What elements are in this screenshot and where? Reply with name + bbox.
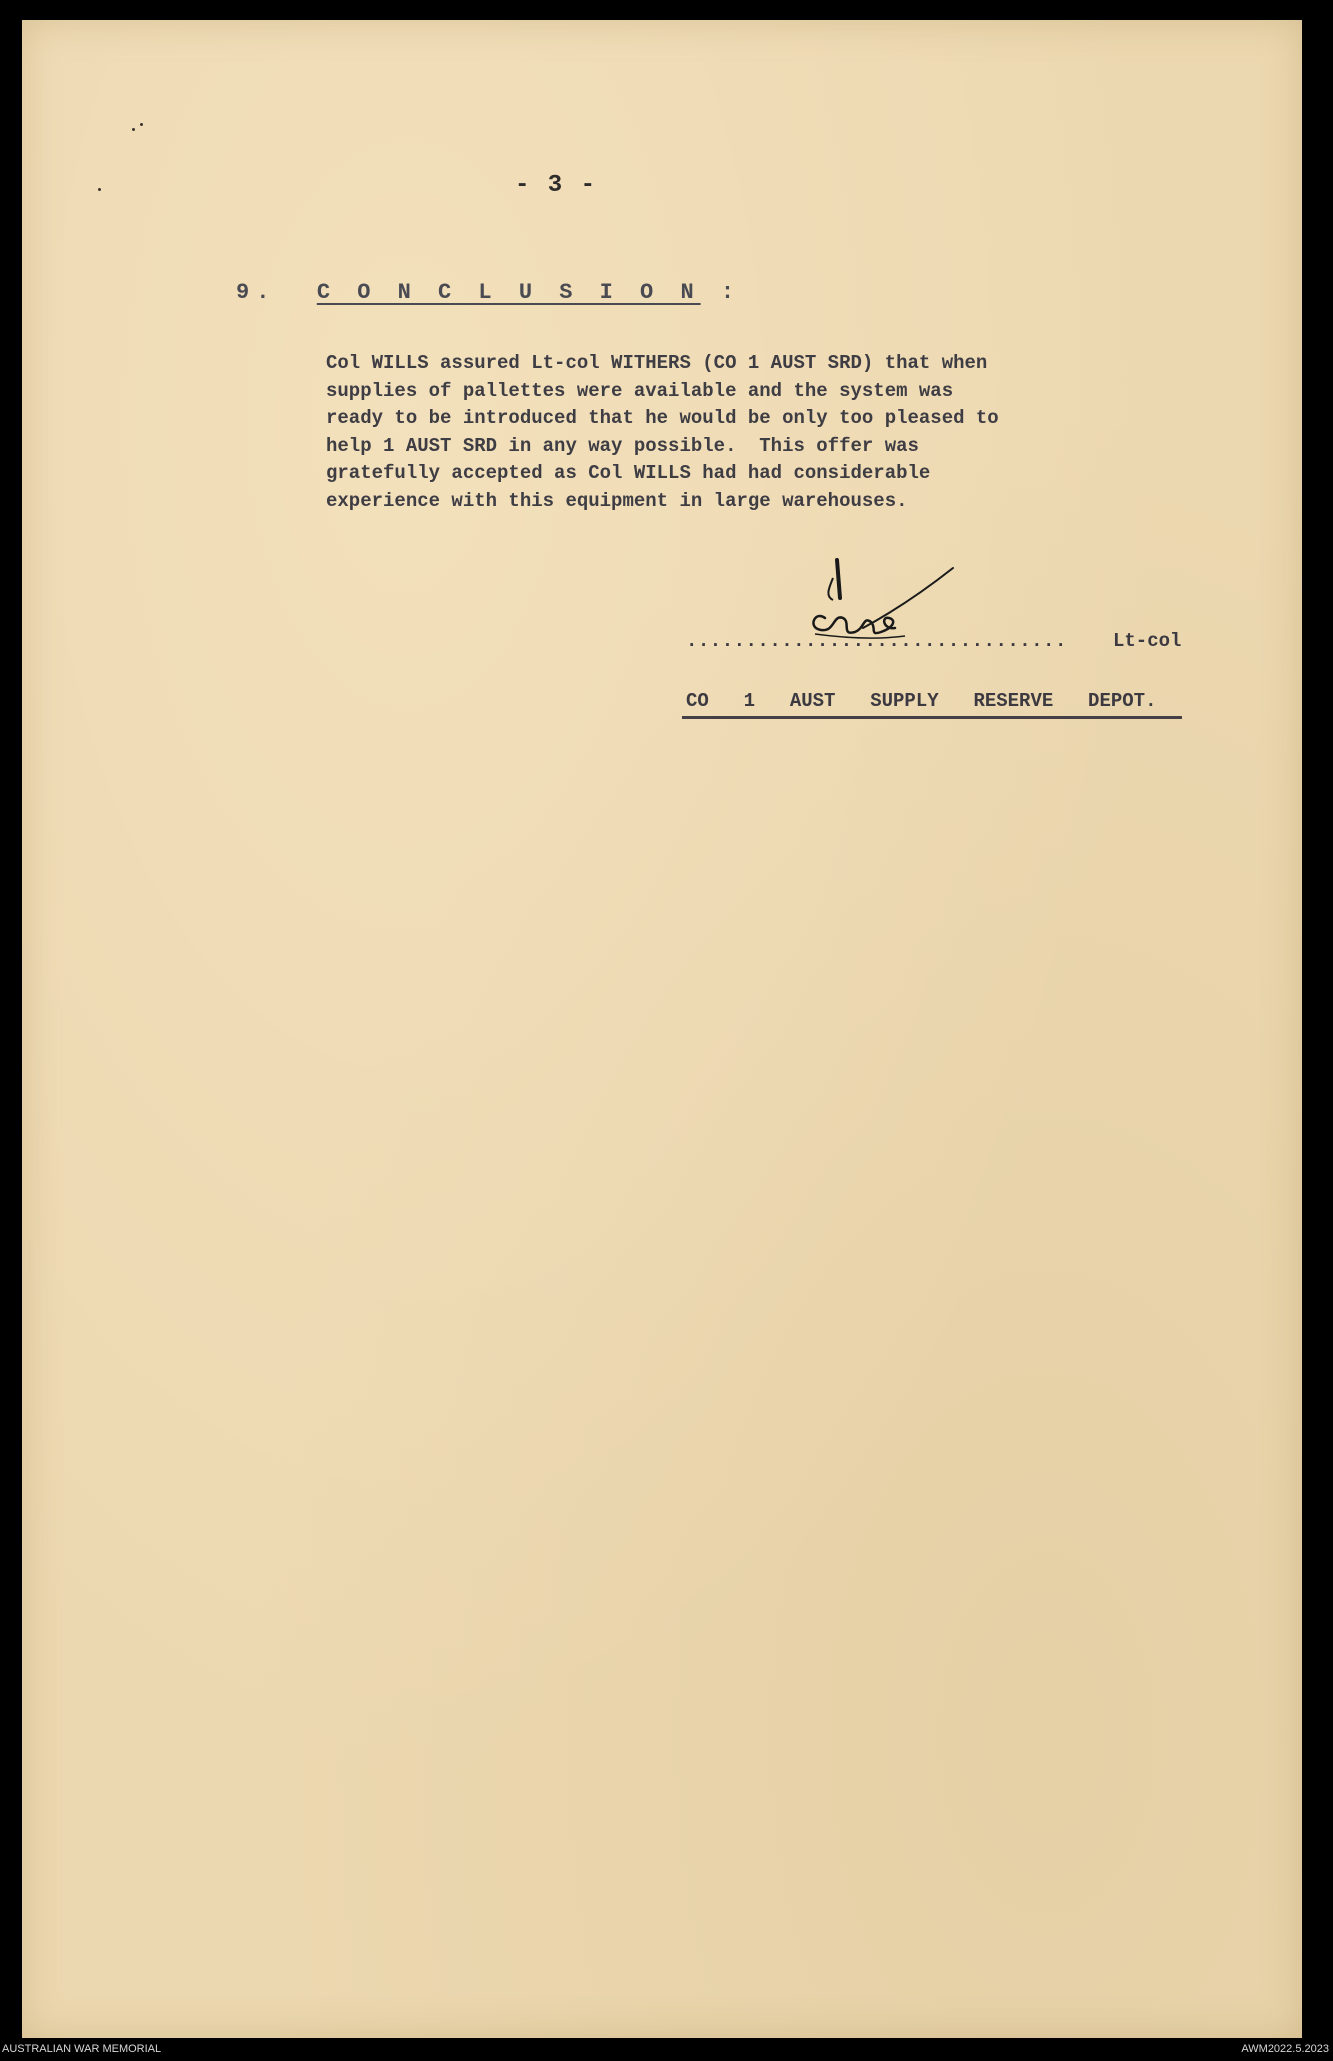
signature-rank: Lt-col <box>1113 630 1182 652</box>
conclusion-paragraph <box>326 350 999 515</box>
footer-reference: AWM2022.5.2023 <box>1241 2043 1329 2055</box>
section-heading <box>236 280 741 305</box>
body-line: supplies of pallettes were available and the system was <box>326 379 954 402</box>
page-number: - 3 - <box>515 172 598 199</box>
body-line: experience with this equipment in large warehouses. <box>326 489 908 512</box>
body-line: gratefully accepted as Col WILLS had had considerable <box>326 462 931 484</box>
paper-speck <box>132 128 135 131</box>
document-page <box>22 20 1302 2038</box>
body-line: Col WILLS assured Lt-col WITHERS (CO 1 AUST SRD) that when <box>326 352 988 374</box>
paper-speck <box>140 123 143 126</box>
body-line: ready to be introduced that he would be only too pleased to <box>326 407 999 429</box>
signatory-title: CO 1 AUST SUPPLY RESERVE DEPOT. <box>686 690 1157 712</box>
paper-speck <box>98 188 101 191</box>
signature-line: ................................ <box>686 630 1067 652</box>
body-line: help 1 AUST SRD in any way possible. This offer was <box>326 434 919 457</box>
footer-institution: AUSTRALIAN WAR MEMORIAL <box>2 2043 162 2055</box>
section-title: C O N C L U S I O N <box>316 280 701 305</box>
section-title-suffix: : <box>720 280 742 305</box>
section-number: 9. <box>236 280 277 305</box>
signatory-underline <box>682 716 1182 719</box>
